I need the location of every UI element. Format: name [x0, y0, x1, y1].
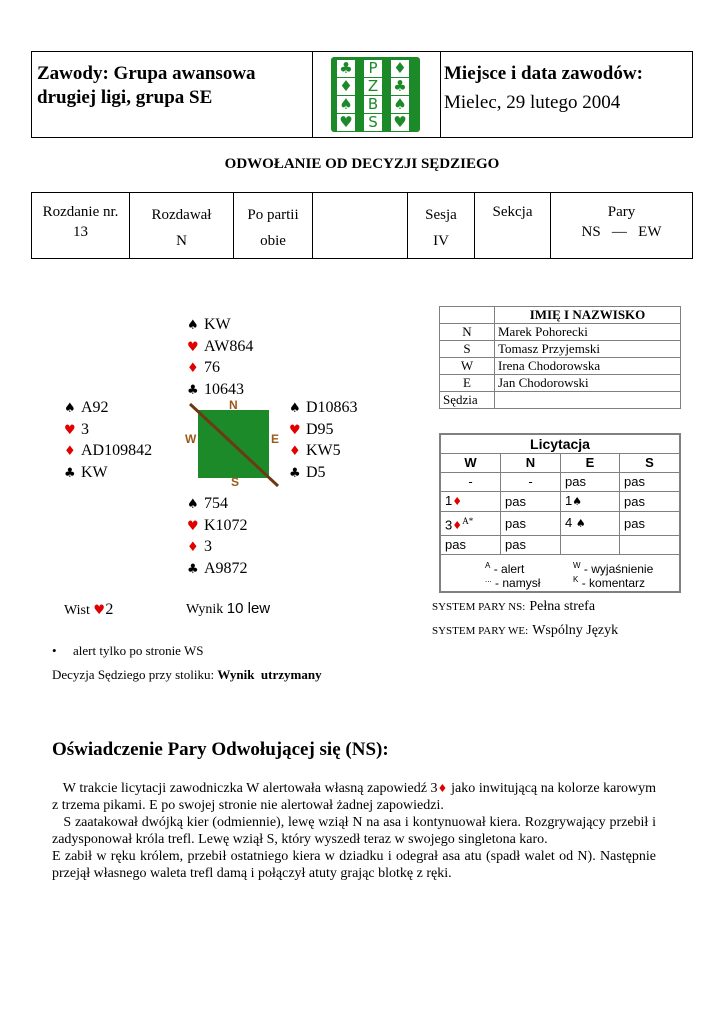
logo-cell-8: ♠: [391, 96, 409, 113]
board-value: 13: [73, 224, 88, 240]
east-hearts: ♥ D95: [289, 420, 358, 442]
logo-cell-7: B: [364, 96, 382, 113]
event-line-2: drugiej ligi, grupa SE: [37, 87, 213, 108]
table-row: W Irena Chodorowska: [440, 358, 681, 375]
logo-cell: [313, 52, 441, 137]
deal-info-table: [31, 192, 693, 259]
bidding-row: pas pas: [440, 536, 680, 555]
system-we: SYSTEM PARY WE: Wspólny Język: [432, 623, 619, 638]
alert-marker: A*: [462, 516, 474, 526]
header-box: [31, 51, 693, 138]
section-cell: [475, 193, 551, 258]
east-clubs: ♣ D5: [289, 463, 358, 485]
pairs-cell: [551, 193, 692, 258]
diamond-icon: ♦: [289, 444, 301, 459]
referee-decision: Decyzja Sędziego przy stoliku: Wynik utrzymany: [52, 667, 322, 682]
heart-icon: ♥: [289, 422, 301, 438]
bidding-legend: $^A$ - alert ... - namysł $^W$ - wyjaśnienie $^K$ - komentarz: [440, 555, 680, 593]
vuln-value: obie: [260, 233, 286, 249]
spade-icon: ♠: [575, 517, 586, 531]
bidding-table: Licytacja W N E S - - pas pas 1♦ pas 1♠ pas 3♦$^{A*}$ pas 4 ♠ pas pas pas $^A$ - alert ... - namysł $^W$ - wyjaśnienie $^K$ - komentarz: [439, 433, 681, 593]
logo-cell-10: S: [364, 114, 382, 131]
dealer-value: N: [176, 233, 187, 249]
south-diamonds: ♦ 3: [187, 537, 248, 559]
pairs-value: NS — EW: [581, 224, 662, 240]
spade-icon: ♠: [289, 401, 301, 416]
logo-cell-2: ♦: [391, 60, 409, 77]
table-row: S Tomasz Przyjemski: [440, 341, 681, 358]
logo-cell-9: ♥: [337, 114, 355, 131]
players-header: IMIĘ I NAZWISKO: [495, 307, 681, 324]
statement-body: [52, 780, 660, 882]
club-icon: ♣: [187, 382, 199, 398]
players-table: [439, 306, 681, 409]
east-diamonds: ♦ KW5: [289, 441, 358, 463]
result: Wynik 10 lew: [186, 600, 271, 617]
diamond-icon: ♦: [452, 495, 463, 508]
spade-icon: ♠: [187, 318, 199, 333]
east-hand: [289, 398, 358, 484]
compass-s: S: [231, 475, 240, 489]
south-spades: ♠ 754: [187, 494, 248, 516]
board-cell: [32, 193, 130, 258]
bidding-row: 1♦ pas 1♠ pas: [440, 492, 680, 512]
statement-p3: E zabił w ręku królem, przebił ostatniego kiera w dziadku i odegrał asa atu (spadł walet od N). Następnie przejął własnego waleta trefl damą i połączył atuty grając blotkę z ręki.: [52, 849, 656, 881]
table-row: N Marek Pohorecki: [440, 324, 681, 341]
opening-lead: Wist ♥2: [64, 601, 114, 618]
heart-icon: ♥: [187, 518, 199, 534]
diamond-icon: ♦: [187, 361, 199, 376]
logo-cell-1: P: [364, 60, 382, 77]
place-cell: [441, 52, 692, 137]
bidding-title: Licytacja: [440, 434, 680, 454]
logo-cell-3: ♦: [337, 78, 355, 95]
spade-icon: ♠: [64, 401, 76, 416]
place-label: Miejsce i data zawodów:: [444, 63, 643, 84]
compass-e: E: [271, 432, 280, 446]
west-hearts: ♥ 3: [64, 420, 152, 442]
diamond-icon: ♦: [64, 444, 76, 459]
west-clubs: ♣ KW: [64, 463, 152, 485]
alert-note: • alert tylko po stronie WS: [52, 643, 204, 658]
north-spades: ♠ KW: [187, 315, 253, 337]
diamond-icon: ♦: [437, 782, 448, 795]
compass-n: N: [229, 398, 238, 412]
empty-cell: [313, 193, 408, 258]
logo-cell-11: ♥: [391, 114, 409, 131]
west-spades: ♠ A92: [64, 398, 152, 420]
north-hand: [187, 315, 253, 401]
north-clubs: ♣ 10643: [187, 380, 253, 402]
heart-icon: ♥: [64, 422, 76, 438]
event-cell: [32, 52, 313, 137]
south-hearts: ♥ K1072: [187, 516, 248, 538]
statement-heading: Oświadczenie Pary Odwołującej się (NS):: [52, 739, 389, 760]
vuln-label: Po partii: [247, 207, 299, 223]
vuln-cell: [234, 193, 313, 258]
board-label: Rozdanie nr.: [42, 204, 119, 220]
west-diamonds: ♦ AD109842: [64, 441, 152, 463]
bidding-row: - - pas pas: [440, 473, 680, 492]
logo-cell-6: ♠: [337, 96, 355, 113]
club-icon: ♣: [64, 465, 76, 481]
section-label: Sekcja: [492, 204, 533, 220]
club-icon: ♣: [187, 561, 199, 577]
bidding-row: 3♦$^{A*}$ pas 4 ♠ pas: [440, 512, 680, 536]
diamond-icon: ♦: [452, 519, 463, 533]
logo-cell-5: ♣: [391, 78, 409, 95]
system-ns: SYSTEM PARY NS: Pełna strefa: [432, 599, 596, 614]
pzbs-logo: [331, 57, 420, 132]
session-value: IV: [433, 233, 449, 249]
statement-p2: S zaatakował dwójką kier (odmiennie), lewę wziął N na asa i kontynuował kiera. Rozgrywający przebił i zadysponował króla trefl. Lewę wziął S, który wyszedł teraz w swojego singletona karo.: [52, 815, 660, 847]
east-spades: ♠ D10863: [289, 398, 358, 420]
diamond-icon: ♦: [187, 540, 199, 555]
session-cell: [408, 193, 475, 258]
table-row: Sędzia: [440, 392, 681, 409]
north-hearts: ♥ AW864: [187, 337, 253, 359]
spade-icon: ♠: [187, 497, 199, 512]
compass-w: W: [185, 432, 197, 446]
heart-icon: ♥: [187, 339, 199, 355]
bullet-icon: •: [52, 643, 57, 658]
north-diamonds: ♦ 76: [187, 358, 253, 380]
spade-icon: ♠: [572, 495, 583, 508]
pairs-label: Pary: [607, 204, 636, 220]
table-row: E Jan Chodorowski: [440, 375, 681, 392]
session-label: Sesja: [425, 207, 457, 223]
south-hand: [187, 494, 248, 580]
south-clubs: ♣ A9872: [187, 559, 248, 581]
place-value: Mielec, 29 lutego 2004: [444, 92, 621, 113]
statement-p1: W trakcie licytacji zawodniczka W alertowała własną zapowiedź 3♦ jako inwitującą na kolorze karowym z trzema pikami. E po swojej stronie nie alertował żadnej zapowiedzi.: [52, 781, 660, 813]
page-title: ODWOŁANIE OD DECYZJI SĘDZIEGO: [224, 156, 500, 172]
heart-icon: ♥: [93, 603, 106, 618]
logo-cell-4: Z: [364, 78, 382, 95]
club-icon: ♣: [289, 465, 301, 481]
west-hand: [64, 398, 152, 484]
dealer-cell: [130, 193, 234, 258]
event-line-1: Zawody: Grupa awansowa: [37, 63, 256, 84]
logo-cell-0: ♣: [337, 60, 355, 77]
dealer-label: Rozdawał: [151, 207, 212, 223]
